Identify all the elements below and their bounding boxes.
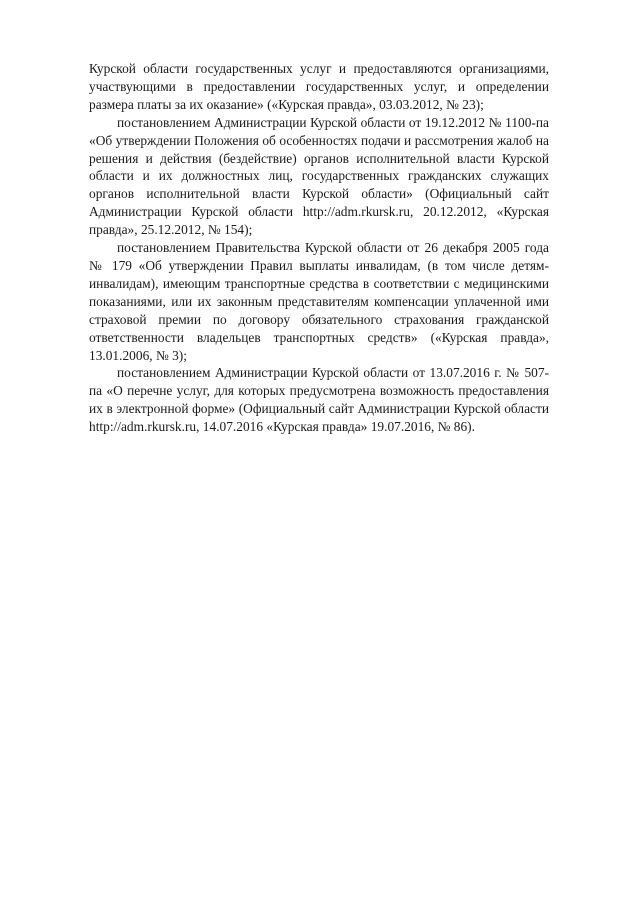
paragraph-continuation: Курской области государственных услуг и предоставляются организациями, участвующими в предоставлении государственных услуг, и определении размера платы за их оказание» («Курская правда», 03.03.2012, № 23);: [89, 61, 549, 112]
document-body: [89, 60, 549, 436]
paragraph-resolution-179: постановлением Правительства Курской области от 26 декабря 2005 года № 179 «Об утверждении Правил выплаты инвалидам, (в том числе детям-инвалидам), имеющим транспортные средства в соответствии с медицинскими показаниями, или их законным представителям компенсации уплаченной ими страховой премии по договору обязательного страхования гражданской ответственности владельцев транспортных средств» («Курская правда», 13.01.2006, № 3);: [89, 240, 549, 363]
paragraph-resolution-1100-pa: постановлением Администрации Курской области от 19.12.2012 № 1100-па «Об утверждении Положения об особенностях подачи и рассмотрения жалоб на решения и действия (бездействие) органов исполнительной власти Курской области и их должностных лиц, государственных гражданских служащих органов исполнительной власти Курской области» (Официальный сайт Администрации Курской области http://adm.rkursk.ru, 20.12.2012, «Курская правда», 25.12.2012, № 154);: [89, 114, 549, 238]
paragraph-resolution-507-pa: постановлением Администрации Курской области от 13.07.2016 г. № 507-па «О перечне услуг, для которых предусмотрена возможность предоставления их в электронной форме» (Официальный сайт Администрации Курской области http://adm.rkursk.ru, 14.07.2016 «Курская правда» 19.07.2016, № 86).: [89, 365, 549, 435]
